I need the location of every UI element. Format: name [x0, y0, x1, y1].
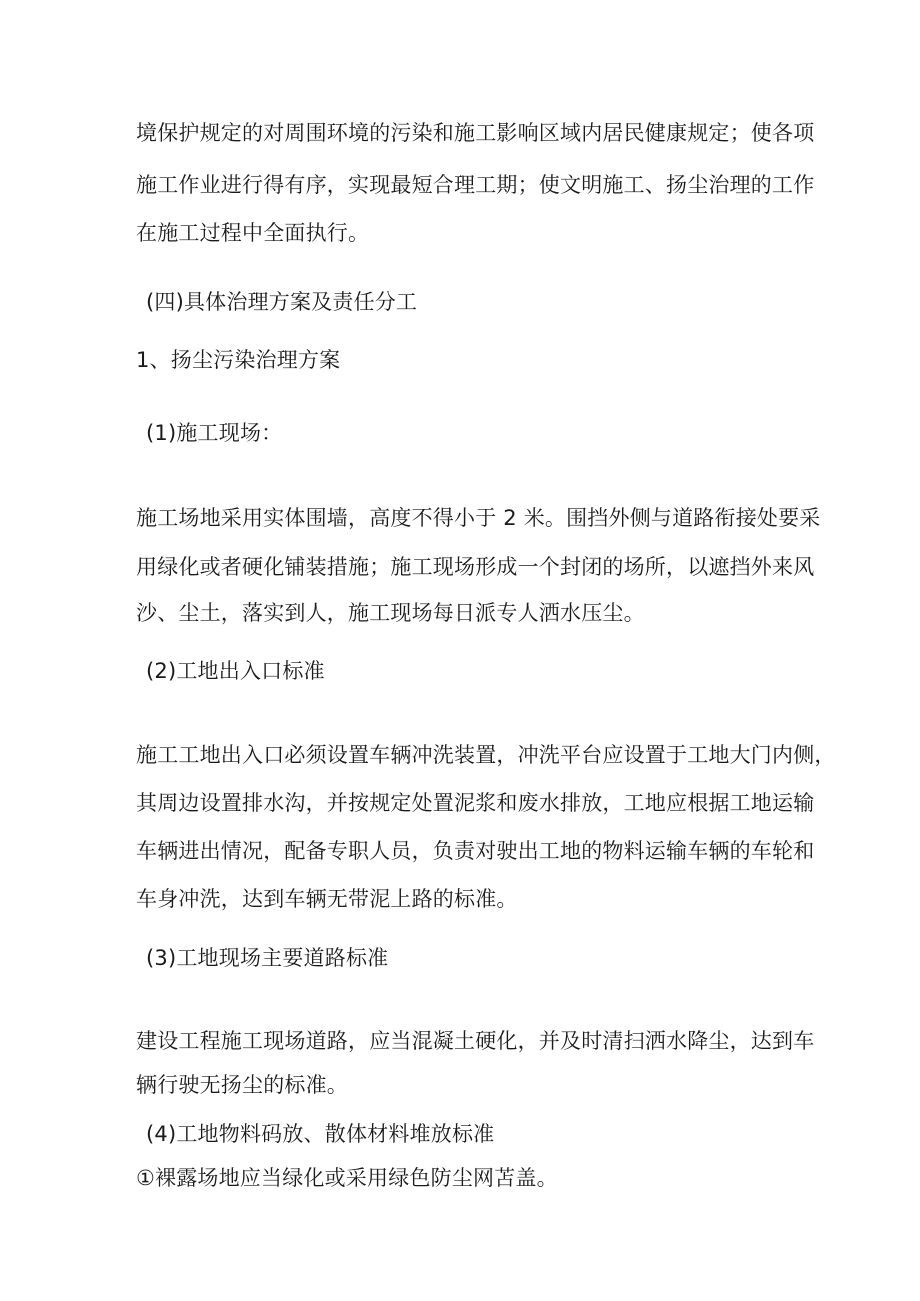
item-heading: (2)工地出入口标准	[146, 659, 325, 683]
paragraph-line: 施工场地采用实体围墙，高度不得小于 2 米。围挡外侧与道路衔接处要采	[136, 506, 821, 530]
paragraph-line: 辆行驶无扬尘的标准。	[136, 1073, 348, 1097]
paragraph-line: 沙、尘土，落实到人，施工现场每日派专人洒水压尘。	[136, 601, 645, 625]
item-heading: (1)施工现场：	[146, 421, 283, 445]
paragraph-line: 车辆进出情况，配备专职人员，负责对驶出工地的物料运输车辆的车轮和	[136, 839, 815, 863]
subsection-heading: 1、扬尘污染治理方案	[136, 348, 341, 372]
paragraph-line: 建设工程施工现场道路，应当混凝土硬化，并及时清扫洒水降尘，达到车	[136, 1029, 815, 1053]
item-heading: (4)工地物料码放、散体材料堆放标准	[146, 1122, 495, 1146]
list-item: ①裸露场地应当绿化或采用绿色防尘网苫盖。	[136, 1166, 558, 1190]
section-heading: (四)具体治理方案及责任分工	[146, 290, 418, 314]
paragraph-line: 境保护规定的对周围环境的污染和施工影响区域内居民健康规定；使各项	[136, 121, 815, 145]
paragraph-line: 施工作业进行得有序，实现最短合理工期；使文明施工、扬尘治理的工作	[136, 173, 815, 197]
paragraph-line: 在施工过程中全面执行。	[136, 221, 370, 245]
item-heading: (3)工地现场主要道路标准	[146, 946, 389, 970]
paragraph-line: 用绿化或者硬化铺装措施；施工现场形成一个封闭的场所，以遮挡外来风	[136, 555, 815, 579]
paragraph-line: 施工工地出入口必须设置车辆冲洗装置，冲洗平台应设置于工地大门内侧，	[136, 743, 836, 767]
paragraph-line: 其周边设置排水沟，并按规定处置泥浆和废水排放，工地应根据工地运输	[136, 791, 815, 815]
paragraph-line: 车身冲洗，达到车辆无带泥上路的标准。	[136, 887, 518, 911]
